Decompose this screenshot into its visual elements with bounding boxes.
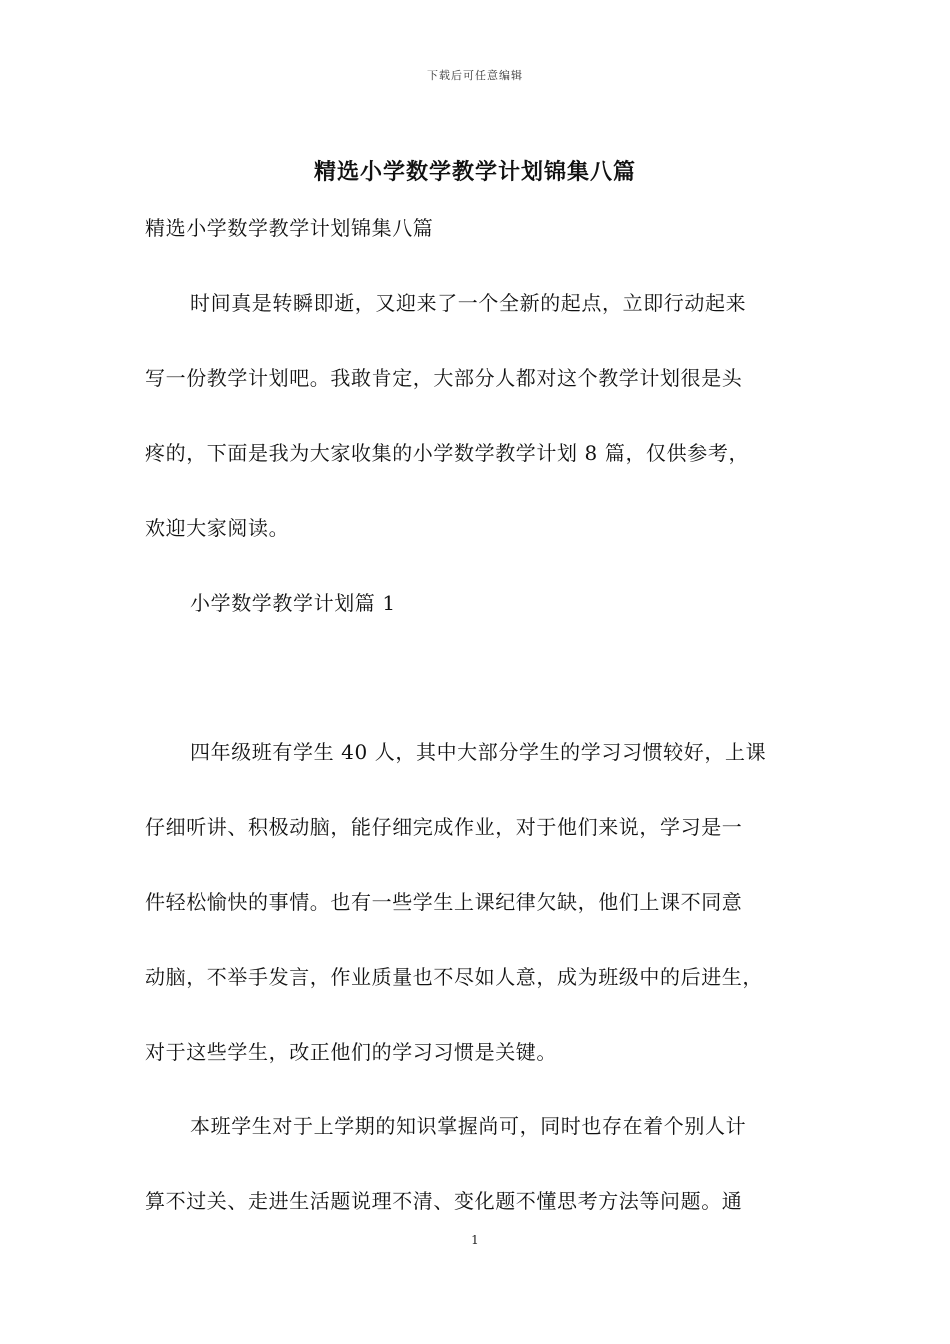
paragraph-line: 时间真是转瞬即逝，又迎来了一个全新的起点，立即行动起来 (190, 291, 747, 315)
paragraph-line: 仔细听讲、积极动脑，能仔细完成作业，对于他们来说，学习是一 (145, 815, 743, 839)
page-number: 1 (471, 1233, 479, 1247)
paragraph-line: 欢迎大家阅读。 (145, 516, 290, 540)
section-heading: 小学数学教学计划篇 1 (190, 591, 396, 615)
paragraph-line: 动脑，不举手发言，作业质量也不尽如人意，成为班级中的后进生， (145, 965, 763, 989)
paragraph-line: 四年级班有学生 40 人，其中大部分学生的学习习惯较好，上课 (190, 740, 767, 764)
paragraph-line: 写一份教学计划吧。我敢肯定，大部分人都对这个教学计划很是头 (145, 366, 743, 390)
document-subtitle: 精选小学数学教学计划锦集八篇 (145, 216, 434, 240)
paragraph-line: 疼的，下面是我为大家收集的小学数学教学计划 8 篇，仅供参考， (145, 441, 750, 465)
paragraph-line: 对于这些学生，改正他们的学习习惯是关键。 (145, 1040, 557, 1064)
paragraph-line: 件轻松愉快的事情。也有一些学生上课纪律欠缺，他们上课不同意 (145, 890, 743, 914)
header-note: 下载后可任意编辑 (427, 69, 523, 82)
document-title: 精选小学数学教学计划锦集八篇 (313, 159, 636, 185)
paragraph-line: 算不过关、走进生活题说理不清、变化题不懂思考方法等问题。通 (145, 1189, 743, 1213)
paragraph-line: 本班学生对于上学期的知识掌握尚可，同时也存在着个别人计 (190, 1114, 747, 1138)
